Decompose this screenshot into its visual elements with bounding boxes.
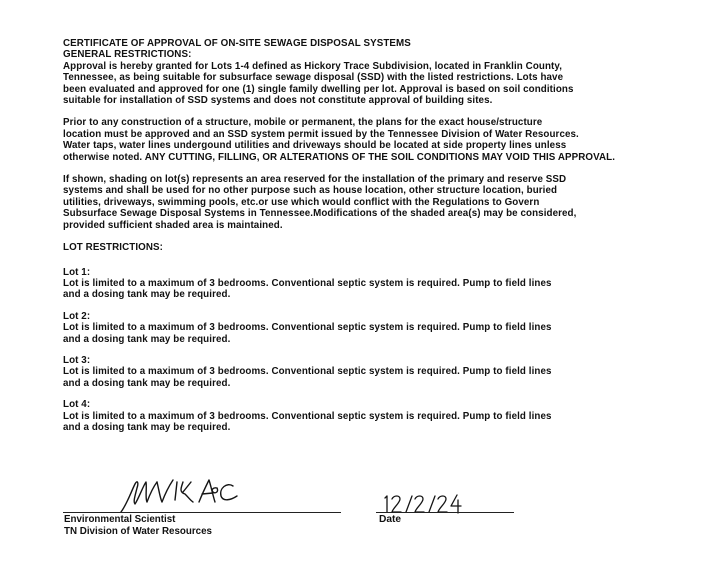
shading-paragraph [63,174,639,231]
lot-text-line: and a dosing tank may be required. [63,289,231,301]
lot-1-restriction [63,267,639,301]
lot-text-line: and a dosing tank may be required. [63,421,231,433]
approval-paragraph [63,61,639,107]
date-line [376,512,514,513]
paragraph-line: Water taps, water lines undergound utilities and driveways should be located at side property lines unless [63,140,567,152]
construction-paragraph [63,117,639,163]
signer-organization: TN Division of Water Resources [64,525,213,537]
paragraph-line: Approval is hereby granted for Lots 1-4 defined as Hickory Trace Subdivision, located in Franklin County, [63,60,563,72]
lot-text-line: Lot is limited to a maximum of 3 bedrooms. Conventional septic system is required. Pump to field lines [63,322,552,334]
lot-2-restriction [63,311,639,345]
paragraph-line: otherwise noted. ANY CUTTING, FILLING, OR ALTERATIONS OF THE SOIL CONDITIONS MAY VOID THIS APPROVAL. [63,151,616,163]
paragraph-line: Tennessee, as being suitable for subsurface sewage disposal (SSD) with the listed restrictions. Lots have [63,72,564,84]
paragraph-line: systems and shall be used for no other purpose such as house location, other structure location, buried [63,185,558,197]
lot-label: Lot 2: [63,310,91,322]
lot-text-line: and a dosing tank may be required. [63,377,231,389]
lot-restrictions-heading: LOT RESTRICTIONS: [63,242,163,254]
lot-label: Lot 4: [63,399,91,411]
lot-text-line: Lot is limited to a maximum of 3 bedrooms. Conventional septic system is required. Pump to field lines [63,277,552,289]
lot-label: Lot 3: [63,354,91,366]
general-restrictions-heading: GENERAL RESTRICTIONS: [63,49,192,61]
paragraph-line: Subsurface Sewage Disposal Systems in Tennessee.Modifications of the shaded area(s) may be considered, [63,208,577,220]
paragraph-line: Prior to any construction of a structure, mobile or permanent, the plans for the exact house/structure [63,117,543,129]
lot-text-line: Lot is limited to a maximum of 3 bedrooms. Conventional septic system is required. Pump to field lines [63,410,552,422]
signer-info [64,514,212,537]
signature-block [63,468,663,568]
handwritten-date [381,492,481,514]
handwritten-signature [113,468,253,514]
lot-label: Lot 1: [63,266,91,278]
document-title: CERTIFICATE OF APPROVAL OF ON-SITE SEWAGE DISPOSAL SYSTEMS [63,38,411,49]
paragraph-line: suitable for installation of SSD systems and does not constitute approval of building sites. [63,95,493,107]
paragraph-line: location must be approved and an SSD system permit issued by the Tennessee Division of Water Resources. [63,128,579,140]
paragraph-line: utilities, driveways, swimming pools, etc.or use which would conflict with the Regulations to Govern [63,196,540,208]
paragraph-line: been evaluated and approved for one (1) single family dwelling per lot. Approval is based on soil conditions [63,83,574,95]
signer-title: Environmental Scientist [64,514,176,525]
certificate-document [63,38,639,443]
lot-text-line: and a dosing tank may be required. [63,333,231,345]
signature-line [63,512,341,513]
date-label: Date [379,514,402,525]
paragraph-line: If shown, shading on lot(s) represents an area reserved for the installation of the primary and reserve SSD [63,174,567,186]
lot-text-line: Lot is limited to a maximum of 3 bedrooms. Conventional septic system is required. Pump to field lines [63,366,552,378]
paragraph-line: provided sufficient shaded area is maintained. [63,219,283,231]
lot-4-restriction [63,399,639,433]
lot-3-restriction [63,355,639,389]
